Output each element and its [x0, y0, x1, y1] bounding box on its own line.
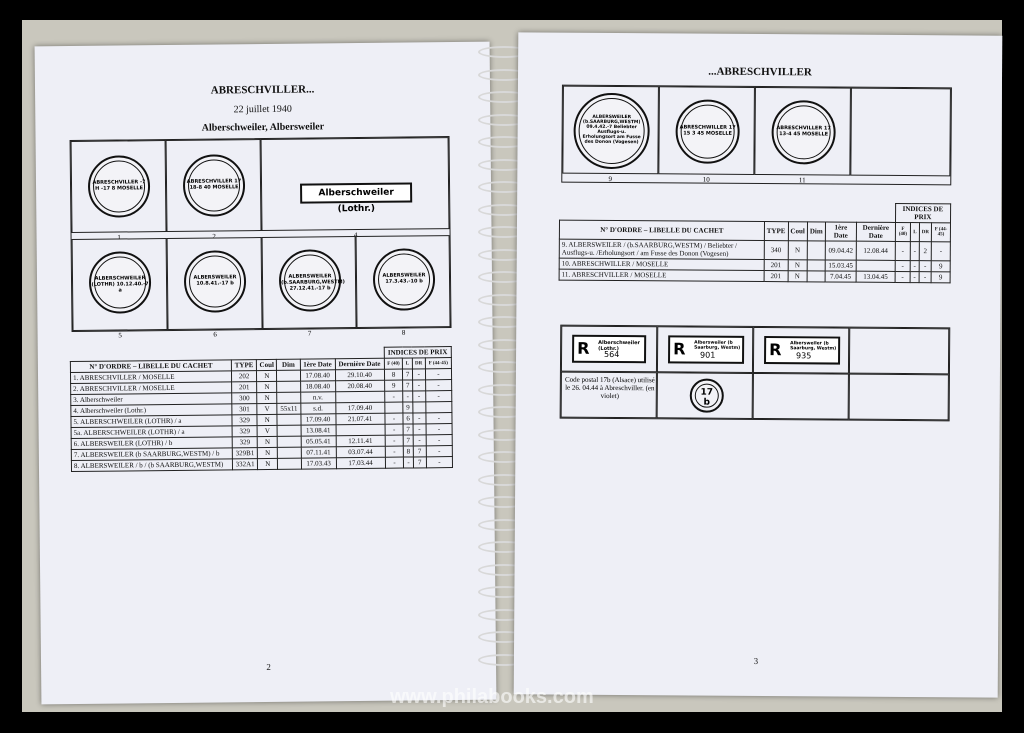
- table-cell: 7: [403, 369, 412, 380]
- postal-note: Code postal 17b (Alsace) utilisé le 26. 04.44 à Abreschviller. (en violet): [564, 375, 655, 401]
- stamp-cell: [262, 236, 357, 338]
- column-header: Dernière Date: [335, 358, 384, 370]
- spacer-cell: [277, 348, 300, 359]
- table-cell: -: [426, 446, 452, 457]
- table-cell: N: [257, 381, 277, 392]
- stamp-cell-empty: [850, 88, 951, 177]
- table-cell: 329: [232, 426, 257, 437]
- table-cell: 7: [403, 380, 412, 391]
- watermark-text: www.philabooks.com: [390, 686, 594, 708]
- empty-cell: [849, 374, 949, 421]
- column-header: F (44-45): [425, 358, 451, 369]
- spacer-cell: [825, 203, 856, 222]
- postmark: [771, 100, 835, 164]
- postmark-text: ABRESCHVILLER 17 13-4 45 MOSELLE: [776, 124, 831, 138]
- table-cell: [277, 425, 300, 436]
- stamp-number: 8: [401, 328, 406, 337]
- indices-header: INDICES DE PRIX: [895, 203, 950, 222]
- table-cell: 20.08.40: [335, 380, 384, 392]
- table-cell: N: [257, 414, 277, 425]
- table-cell: 17.03.44: [336, 457, 385, 469]
- stamp-number: 11: [798, 176, 806, 185]
- table-cell: 17.09.40: [301, 414, 336, 425]
- stamp-number: 2: [212, 232, 216, 241]
- table-cell: 329B1: [232, 448, 257, 459]
- table-cell: [277, 414, 300, 425]
- reco-letter: R: [577, 338, 590, 358]
- column-header: L: [911, 223, 920, 242]
- reco-letter: R: [673, 339, 686, 359]
- column-header: F (44-45): [932, 223, 951, 242]
- table-cell: -: [384, 391, 403, 402]
- table-cell: 6: [403, 413, 412, 424]
- spacer-cell: [256, 348, 276, 359]
- table-cell: [384, 402, 403, 413]
- reco-number: 901: [700, 350, 716, 360]
- table-cell: [856, 260, 895, 271]
- table-cell: -: [412, 369, 425, 380]
- table-cell: [412, 402, 425, 413]
- table-cell: 301: [232, 404, 257, 415]
- column-header: TYPE: [764, 222, 788, 241]
- table-cell: N: [788, 260, 807, 271]
- table-cell: [278, 458, 301, 469]
- column-header: DR: [919, 223, 932, 242]
- page-date: 22 juillet 1940: [233, 103, 292, 116]
- table-cell: [336, 424, 385, 436]
- table-cell: 7: [404, 435, 413, 446]
- table-cell: 332A1: [232, 459, 257, 470]
- stamp-cell: [166, 139, 262, 241]
- page-number: 2: [266, 661, 271, 673]
- table-cell: 7: [413, 446, 426, 457]
- table-cell: 6. ALBERSWEILER (LOTHR) / b: [71, 437, 232, 450]
- table-cell: 7. ALBERSWEILER (b SAARBURG,WESTM) / b: [71, 448, 232, 461]
- stamp-cell: [356, 235, 451, 337]
- table-cell: -: [412, 380, 425, 391]
- table-cell: [278, 447, 301, 458]
- table-cell: 201: [764, 271, 788, 282]
- table-cell: 9: [931, 272, 950, 283]
- table-cell: -: [931, 242, 950, 261]
- table-cell: 201: [232, 382, 257, 393]
- registration-label: [668, 335, 744, 364]
- reco-cell: [561, 326, 657, 373]
- postmark-text: ALBERSWEILER 10.8.41.-17 b: [193, 274, 237, 287]
- table-cell: 8: [384, 369, 403, 380]
- table-cell: 2. ABRESCHVILLER / MOSELLE: [71, 382, 232, 395]
- reco-cell: [657, 326, 753, 373]
- table-cell: [278, 436, 301, 447]
- table-cell: 7: [413, 457, 426, 468]
- reco-town: Albersweiler (b Saarburg, Westm): [790, 341, 837, 352]
- postmark: [88, 155, 151, 218]
- postmark-text: ALBERSWEILER 17.3.43.-10 b: [382, 272, 426, 285]
- table-cell: -: [413, 435, 426, 446]
- column-header: F (40): [384, 358, 403, 369]
- table-cell: 15.03.45: [825, 260, 856, 271]
- page-title: ...ABRESCHVILLER: [708, 65, 812, 79]
- column-header: 1ère Date: [300, 359, 335, 370]
- table-cell: -: [895, 271, 911, 282]
- postmark-text: ABRESCHVILLER 17 18-8 40 MOSELLE: [186, 178, 242, 191]
- table-cell: 5a. ALBERSCHWEILER (LOTHR) / a: [71, 426, 232, 439]
- reco-town: Albersweiler (b Saarburg, Westm): [694, 340, 741, 351]
- reco-number: 935: [796, 351, 812, 361]
- table-cell: -: [404, 457, 413, 468]
- table-cell: -: [426, 391, 452, 402]
- reco-grid: [560, 325, 951, 422]
- table-cell: 202: [232, 371, 257, 382]
- table-cell: 5. ALBERSCHWEILER (LOTHR) / a: [71, 415, 232, 428]
- postmark: [675, 99, 739, 163]
- table-cell: 17.09.40: [335, 402, 384, 414]
- stamp-grid: [561, 85, 952, 186]
- table-cell: 12.11.41: [336, 435, 385, 447]
- table-cell: 7.04.45: [825, 271, 856, 282]
- postmark: [183, 154, 246, 217]
- table-cell: -: [412, 391, 425, 402]
- table-cell: 05.05.41: [301, 436, 336, 447]
- postal-code-text: 17 b: [700, 387, 714, 408]
- table-cell: N: [257, 436, 277, 447]
- note-cell: [561, 372, 657, 419]
- table-cell: 3. Alberschweiler: [71, 393, 232, 406]
- column-header: TYPE: [231, 360, 256, 371]
- column-header: DR: [412, 358, 425, 369]
- table-cell: -: [413, 424, 426, 435]
- table-cell: 13.08.41: [301, 425, 336, 436]
- cachet-box: Alberschweiler (Lothr.): [300, 182, 412, 203]
- stamp-number: 9: [608, 174, 613, 183]
- table-cell: -: [385, 435, 404, 446]
- table-cell: 9: [403, 402, 412, 413]
- table-cell: -: [895, 260, 911, 271]
- table-cell: 10. ABRESCHWILLER / MOSELLE: [559, 258, 764, 270]
- cachet-table: [559, 201, 952, 284]
- table-cell: [807, 260, 825, 271]
- stamp-number: 5: [118, 331, 122, 340]
- empty-cell: [753, 373, 849, 420]
- table-cell: [807, 271, 825, 282]
- reco-letter: R: [769, 340, 782, 360]
- table-cell: [277, 381, 300, 392]
- column-header: Dim: [277, 359, 300, 370]
- stamp-cell: [261, 137, 450, 240]
- table-cell: V: [257, 425, 277, 436]
- table-cell: -: [403, 391, 412, 402]
- table-cell: -: [385, 413, 404, 424]
- column-header: Coul: [788, 222, 808, 241]
- table-cell: -: [910, 242, 919, 261]
- table-cell: 18.08.40: [300, 381, 335, 392]
- spacer-cell: [788, 203, 808, 222]
- table-cell: N: [257, 370, 277, 381]
- table-cell: -: [425, 369, 451, 380]
- column-header: Coul: [257, 359, 277, 370]
- table-cell: 13.04.45: [856, 271, 895, 282]
- column-header: L: [403, 358, 412, 369]
- table-cell: -: [426, 413, 452, 424]
- table-cell: -: [919, 261, 932, 272]
- table-cell: [277, 370, 300, 381]
- table-cell: -: [426, 435, 452, 446]
- cachet-table: [70, 346, 453, 472]
- stamp-number: 1: [117, 233, 121, 242]
- column-header: Dernière Date: [856, 222, 895, 241]
- registration-label: [764, 336, 840, 365]
- table-cell: 12.08.44: [856, 241, 895, 260]
- spacer-cell: [231, 349, 256, 360]
- table-cell: N: [258, 458, 278, 469]
- table-cell: -: [895, 241, 911, 260]
- table-cell: 4. Alberschweiler (Lothr.): [71, 404, 232, 417]
- table-cell: 201: [764, 260, 788, 271]
- table-cell: -: [919, 272, 932, 283]
- postmark: [279, 249, 345, 312]
- table-cell: V: [257, 403, 277, 414]
- table-cell: [335, 391, 384, 403]
- table-cell: N: [788, 271, 807, 282]
- table-cell: 340: [764, 241, 788, 260]
- table-cell: N: [257, 392, 277, 403]
- table-cell: 7: [404, 424, 413, 435]
- table-cell: 11. ABRESCHVILLER / MOSELLE: [559, 269, 764, 281]
- left-page: [35, 42, 497, 705]
- table-cell: -: [425, 380, 451, 391]
- right-page: [514, 32, 1003, 697]
- stamp-cell: [167, 237, 263, 339]
- table-cell: -: [426, 457, 452, 468]
- reco-number: 564: [604, 349, 620, 360]
- table-cell: [426, 402, 452, 413]
- table-cell: -: [385, 457, 404, 468]
- postmark: [184, 250, 247, 313]
- spacer-cell: [560, 201, 765, 221]
- indices-header: INDICES DE PRIX: [384, 347, 451, 359]
- postal-code-cell: [657, 372, 753, 419]
- table-cell: 17.03.43: [301, 458, 336, 469]
- table-cell: 1. ABRESCHVILLER / MOSELLE: [70, 371, 231, 384]
- table-cell: -: [413, 413, 426, 424]
- stamp-number: 6: [213, 330, 217, 339]
- stamp-cell: [72, 238, 168, 340]
- table-cell: n.v.: [300, 392, 335, 403]
- table-cell: 329: [232, 415, 257, 426]
- table-cell: N: [788, 241, 808, 260]
- reco-cell: [753, 327, 849, 374]
- table-row: [559, 269, 950, 283]
- postmark: [373, 248, 436, 311]
- table-cell: 17.08.40: [300, 370, 335, 381]
- column-header: N° D'ORDRE – LIBELLE DU CACHET: [70, 360, 231, 373]
- table-cell: 9. ALBERSWEILER / (b.SAARBURG,WESTM) / Beliebter / Ausflugs-u. /Erholungsort / am Fusse des Donon (Vogesen): [559, 239, 764, 259]
- stamp-number: 10: [702, 175, 710, 184]
- postmark-text: ABRESCHVILLER -7 H -17 8 MOSELLE: [92, 179, 146, 192]
- table-cell: 09.04.42: [825, 241, 856, 260]
- table-cell: -: [910, 272, 919, 283]
- postmark: [573, 93, 650, 170]
- stamp-cell: [71, 140, 167, 242]
- reco-cell-empty: [849, 328, 949, 375]
- spacer-cell: [335, 347, 384, 359]
- postmark-text: ALBERSCHWEILER (LOTHR) 10.12.40.-7 a: [91, 275, 149, 294]
- registration-label: [572, 335, 646, 364]
- postal-code-stamp: [690, 379, 724, 413]
- column-header: Dim: [807, 222, 825, 241]
- table-cell: -: [385, 446, 404, 457]
- table-cell: [277, 392, 300, 403]
- stamp-cell: [658, 86, 755, 184]
- table-cell: 9: [931, 261, 950, 272]
- table-cell: 2: [919, 242, 932, 261]
- spacer-cell: [807, 203, 825, 222]
- table-cell: 55x11: [277, 403, 300, 414]
- column-header: 1ère Date: [825, 222, 856, 241]
- table-cell: -: [426, 424, 452, 435]
- stamp-grid: [70, 136, 452, 340]
- postmark-text: ABRESCHWILLER 17 15 3 45 MOSELLE: [679, 124, 736, 137]
- postmark-text: ALBERSWEILER (b.SAARBURG,WESTM) 27.12.41.-17 b: [281, 273, 345, 292]
- table-cell: 03.07.44: [336, 446, 385, 458]
- postmark-text: ALBERSWEILER (b.SAARBURG,WESTM) 09.4.42.-7 Beliebter Ausflugs-u. Erholungsort am Fusse des Donon (Vogesen): [582, 114, 641, 146]
- table-cell: s.d.: [300, 403, 335, 414]
- stamp-number: 7: [307, 329, 312, 338]
- column-header: F (40): [895, 222, 911, 241]
- stamp-cell: [562, 86, 659, 183]
- table-cell: [807, 241, 825, 260]
- table-cell: 21.07.41: [335, 413, 384, 425]
- table-cell: 8: [404, 446, 413, 457]
- page-subtitle: Alberschweiler, Albersweiler: [201, 121, 325, 134]
- table-cell: -: [910, 261, 919, 272]
- table-cell: 07.11.41: [301, 447, 336, 458]
- stamp-cell: [754, 87, 851, 185]
- spacer-cell: [300, 348, 335, 359]
- page-title: ABRESCHVILLER...: [210, 83, 315, 97]
- page-number: 3: [753, 655, 759, 667]
- spacer-cell: [857, 203, 896, 222]
- column-header: N° D'ORDRE – LIBELLE DU CACHET: [559, 220, 764, 240]
- postmark: [89, 251, 152, 314]
- table-cell: 9: [384, 380, 403, 391]
- spacer-cell: [764, 203, 788, 222]
- stamp-number: 4: [353, 231, 358, 240]
- table-cell: -: [385, 424, 404, 435]
- table-cell: N: [257, 447, 277, 458]
- reco-town: Alberschweiler (Lothr.): [598, 339, 640, 353]
- table-cell: 300: [232, 393, 257, 404]
- table-cell: 8. ALBERSWEILER / b / (b SAARBURG,WESTM): [71, 459, 232, 472]
- table-cell: 329: [232, 437, 257, 448]
- table-cell: 29.10.40: [335, 369, 384, 381]
